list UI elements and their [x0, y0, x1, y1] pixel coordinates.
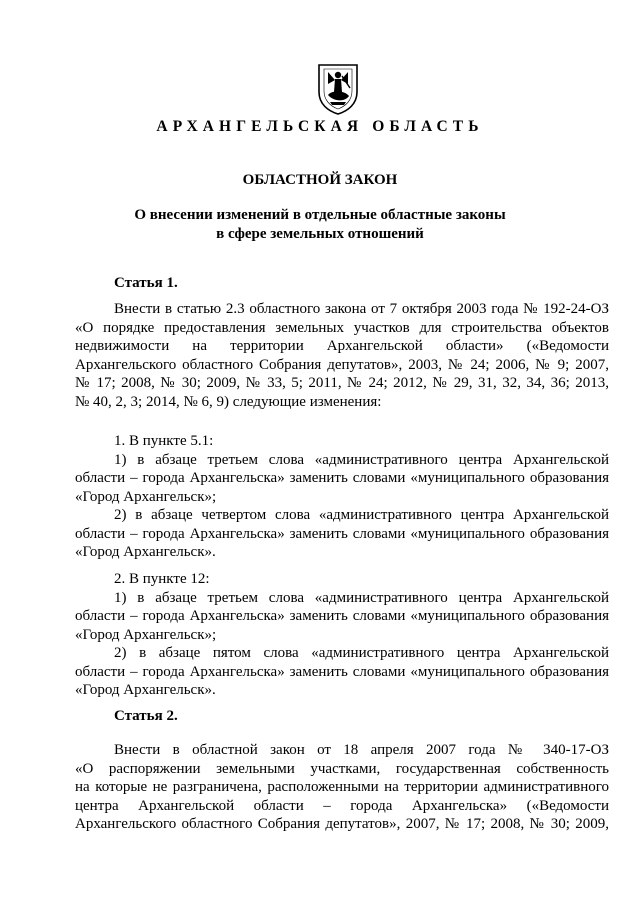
text-line: Архангельского областного Собрания депутатов», 2003, № 24; 2006, № 9; 2007, [75, 356, 609, 373]
text-line: области – города Архангельска» заменить словами «муниципального образования [75, 525, 609, 542]
text-line: области – города Архангельска» заменить словами «муниципального образования [75, 470, 609, 486]
text-line: «Город Архангельск». [75, 544, 216, 560]
text-line: Архангельского областного Собрания депутатов», 2007, № 17; 2008, № 30; 2009, [75, 816, 609, 832]
text-line: 1) в абзаце третьем слова «административного центра Архангельской [114, 589, 609, 606]
article-1-intro [75, 300, 609, 411]
text-line: «Город Архангельск»; [75, 488, 217, 505]
text-line: 2. В пункте 12: [114, 571, 210, 587]
text-line: области – города Архангельска» заменить словами «муниципального образования [75, 663, 609, 680]
text-line: Внести в статью 2.3 областного закона от 7 октября 2003 года № 192-24-ОЗ [114, 301, 609, 317]
text-line: «Город Архангельск». [75, 682, 216, 698]
text-line: 2) в абзаце пятом слова «административного центра Архангельской [114, 645, 609, 661]
text-line: недвижимости на территории Архангельской области» («Ведомости [75, 338, 609, 354]
text-line: на которые не разграничена, расположенными на территории административного [75, 779, 609, 795]
text-line: «Город Архангельск»; [75, 626, 217, 643]
article-1-heading: Статья 1. [114, 275, 178, 291]
subject-line: в сфере земельных отношений [216, 226, 424, 242]
text-line: Внести в областной закон от 18 апреля 2007 года № 340-17-ОЗ [114, 742, 609, 758]
text-line: центра Архангельской области – города Архангельска» («Ведомости [75, 797, 609, 814]
law-subject [0, 206, 640, 244]
text-line: № 17; 2008, № 30; 2009, № 33, 5; 2011, № 24; 2012, № 29, 31, 32, 34, 36; 2013, [75, 375, 609, 391]
text-line: 2) в абзаце четвертом слова «административного центра Архангельской [114, 507, 609, 523]
text-line: № 40, 2, 3; 2014, № 6, 9) следующие изменения: [75, 393, 382, 410]
article-1-point-1 [75, 432, 609, 562]
text-line: области – города Архангельска» заменить словами «муниципального образования [75, 608, 609, 624]
region-title: АРХАНГЕЛЬСКАЯ ОБЛАСТЬ [156, 118, 484, 135]
text-line: «О порядке предоставления земельных участков для строительства объектов [75, 319, 609, 336]
law-type-title: ОБЛАСТНОЙ ЗАКОН [242, 172, 398, 188]
text-line: 1. В пункте 5.1: [114, 433, 214, 449]
text-line: «О распоряжении земельными участками, государственная собственность [75, 760, 609, 777]
text-line: 1) в абзаце третьем слова «административного центра Архангельской [114, 451, 609, 468]
article-2-intro [75, 741, 609, 834]
coat-of-arms-archangel-icon [316, 62, 360, 116]
subject-line: О внесении изменений в отдельные областные законы [134, 207, 506, 223]
article-2-heading: Статья 2. [114, 708, 178, 724]
article-1-point-2 [75, 570, 609, 700]
